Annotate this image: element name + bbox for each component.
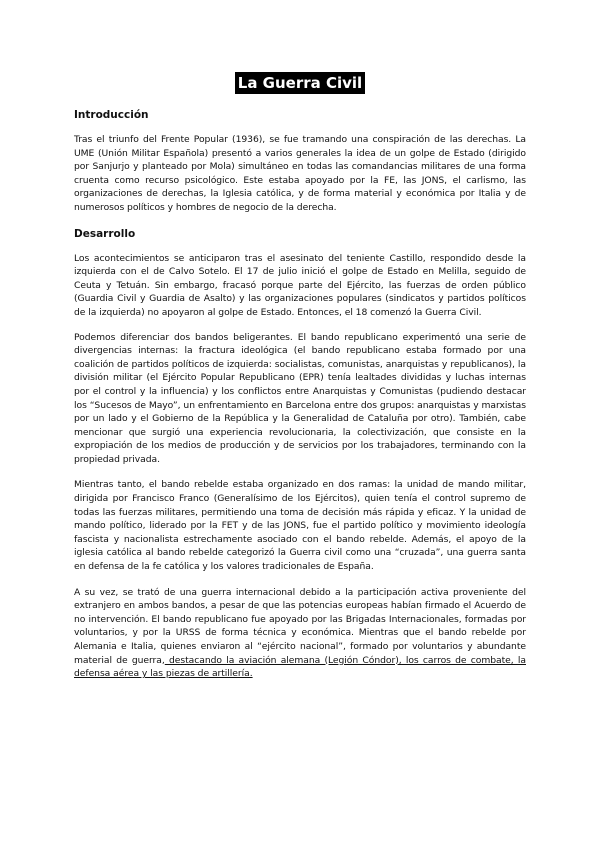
title-wrapper bbox=[74, 72, 526, 94]
document-title: La Guerra Civil bbox=[235, 72, 365, 94]
paragraph-desarrollo-4 bbox=[74, 586, 526, 681]
paragraph-intro: Tras el triunfo del Frente Popular (1936), se fue tramando una conspiración de las derechas. La UME (Unión Militar Española) presentó a varios generales la idea de un golpe de Estado (dirigido por Sanjurjo y planteado por Mola) simultáneo en todas las comandancias militares de una forma cruenta como recurso psicológico. Este estaba apoyado por la FE, las JONS, el carlismo, las organizaciones de derechas, la Iglesia católica, y de forma material y económica por Italia y de numerosos políticos y hombres de negocio de la derecha. bbox=[74, 134, 526, 213]
paragraph-desarrollo-4-text: A su vez, se trató de una guerra internacional debido a la participación activa proveniente del extranjero en ambos bandos, a pesar de que las potencias europeas habían firmado el Acuerdo de no intervención. El bando republicano fue apoyado por las Brigadas Internacionales, formadas por voluntarios, y por la URSS de forma técnica y económica. Mientras que el bando rebelde por Alemania e Italia, quienes enviaron al “ejército nacional”, formado por voluntarios y abundante material de guerra, bbox=[74, 586, 526, 666]
paragraph-desarrollo-1: Los acontecimientos se anticiparon tras el asesinato del teniente Castillo, respondido desde la izquierda con el de Calvo Sotelo. El 17 de julio inició el golpe de Estado en Melilla, seguido de Ceuta y Tetuán. Sin embargo, fracasó porque parte del Ejército, las fuerzas de orden público (Guardia Civil y Guardia de Asalto) y las organizaciones populares (sindicatos y partidos políticos de la izquierda) no apoyaron al golpe de Estado. Entonces, el 18 comenzó la Guerra Civil. bbox=[74, 252, 526, 318]
document-page bbox=[74, 72, 526, 692]
paragraph-desarrollo-2: Podemos diferenciar dos bandos beligerantes. El bando republicano experimentó una serie de divergencias internas: la fractura ideológica (el bando republicano estaba formado por una coalición de partidos políticos de izquierda: socialistas, comunistas, anarquistas y republicanos), la división militar (el Ejército Popular Republicano (EPR) tenía lealtades divididas y luchas internas por el control y la influencia) y los conflictos entre Anarquistas y Comunistas (pudiendo destacar los “Sucesos de Mayo”, un enfrentamiento en Barcelona entre dos grupos: anarquistas y marxistas por un lado y el Gobierno de la República y la Generalidad de Cataluña por otro). También, cabe mencionar que surgió una experiencia revolucionaria, la colectivización, que consiste en la expropiación de los medios de producción y de servicios por los trabajadores, terminando con la propiedad privada. bbox=[74, 331, 526, 465]
paragraph-desarrollo-3: Mientras tanto, el bando rebelde estaba organizado en dos ramas: la unidad de mando militar, dirigida por Francisco Franco (Generalísimo de los Ejércitos), quien tenía el control supremo de todas las fuerzas militares, permitiendo una toma de decisión más rápida y eficaz. Y la unidad de mando político, liderado por la FET y de las JONS, fue el partido político y movimiento ideología fascista y nacionalista estrechamente asociado con el bando rebelde. Además, el apoyo de la iglesia católica al bando rebelde categorizó la Guerra civil como una “cruzada”, una guerra santa en defensa de la fe católica y los valores tradicionales de España. bbox=[74, 479, 526, 573]
underlined-text: destacando la aviación alemana (Legión Cóndor), los carros de combate, la defensa aérea y las piezas de artillería. bbox=[74, 654, 526, 680]
section-heading-desarrollo: Desarrollo bbox=[74, 227, 136, 240]
section-heading-introduccion: Introducción bbox=[74, 109, 149, 121]
